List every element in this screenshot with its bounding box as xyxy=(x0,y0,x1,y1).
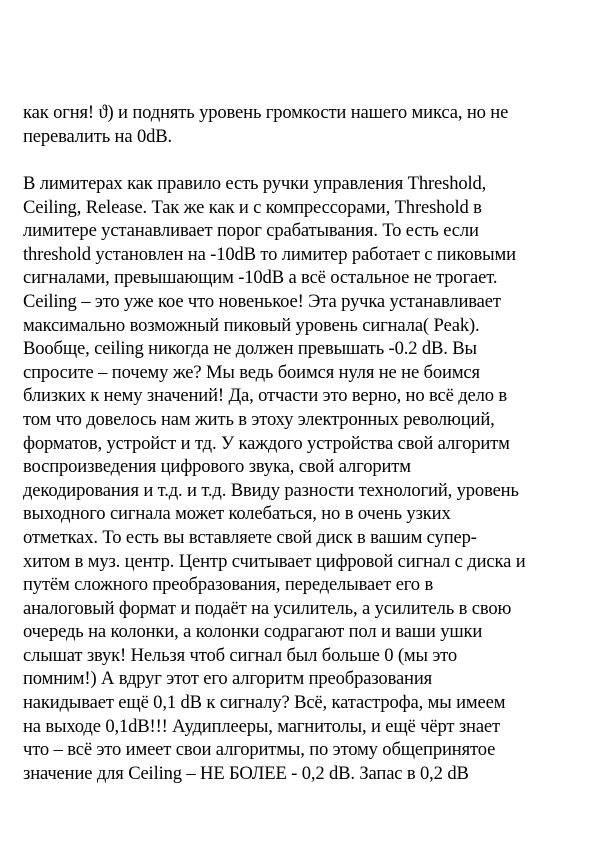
text-line: отметках. То есть вы вставляете свой диск в вашим супер- xyxy=(23,526,477,548)
text-line: воспроизведения цифрового звука, свой алгоритм xyxy=(23,456,411,478)
text-line: Ceiling – это уже кое что новенькое! Эта ручка устанавливает xyxy=(23,290,501,312)
text-line: помним!) А вдруг этот его алгоритм преобразования xyxy=(23,668,433,690)
text-line: В лимитерах как правило есть ручки управления Threshold, xyxy=(23,173,487,194)
text-line: что – всё это имеет свои алгоритмы, по этому общепринятое xyxy=(23,739,496,761)
text-line: лимитере устанавливает порог срабатывания. То есть если xyxy=(23,220,479,242)
text-line: форматов, устройст и тд. У каждого устройства свой алгоритм xyxy=(23,432,510,454)
text-line: на выходе 0,1dB!!! Аудиплееры, магнитолы, и ещё чёрт знает xyxy=(23,715,501,737)
text-line: Вообще, ceiling никогда не должен превышать -0.2 dB. Вы xyxy=(23,338,477,360)
text-line: декодирования и т.д. и т.д. Ввиду разности технологий, уровень xyxy=(23,479,519,501)
text-line: значение для Ceiling – НЕ БОЛЕЕ - 0,2 dB. Запас в 0,2 dB xyxy=(23,762,469,784)
text-line: том что довелось нам жить в этоху электронных революций, xyxy=(23,408,495,430)
paragraph-limiter-controls xyxy=(23,172,583,785)
text-line: слышат звук! Нельзя чтоб сигнал был больше 0 (мы это xyxy=(23,644,458,666)
paragraph-intro xyxy=(23,101,583,148)
text-line: накидывает ещё 0,1 dB к сигналу? Всё, катастрофа, мы имеем xyxy=(23,692,506,714)
text-line: threshold установлен на -10dB то лимитер работает с пиковыми xyxy=(23,243,516,265)
text-line: хитом в муз. центр. Центр считывает цифровой сигнал с диска и xyxy=(23,550,526,572)
text-line: спросите – почему же? Мы ведь боимся нуля не не боимся xyxy=(23,361,480,383)
text-line: близких к нему значений! Да, отчасти это верно, но всё дело в xyxy=(23,385,508,407)
text-line: Ceiling, Release. Так же как и с компрессорами, Threshold в xyxy=(23,196,482,218)
text-line: сигналами, превышающим -10dB а всё остальное не трогает. xyxy=(23,267,498,289)
text-line: максимально возможный пиковый уровень сигнала( Peak). xyxy=(23,314,480,336)
text-line: путём сложного преобразования, переделывает его в xyxy=(23,574,434,596)
text-line: как огня! ϑ) и поднять уровень громкости нашего микса, но не xyxy=(23,102,509,123)
text-line: перевалить на 0dB. xyxy=(23,125,172,147)
text-line: очередь на колонки, а колонки содрагают пол и ваши ушки xyxy=(23,621,483,643)
text-line: выходного сигнала может колебаться, но в очень узких xyxy=(23,503,451,525)
text-line: аналоговый формат и подаёт на усилитель, а усилитель в свою xyxy=(23,597,512,619)
